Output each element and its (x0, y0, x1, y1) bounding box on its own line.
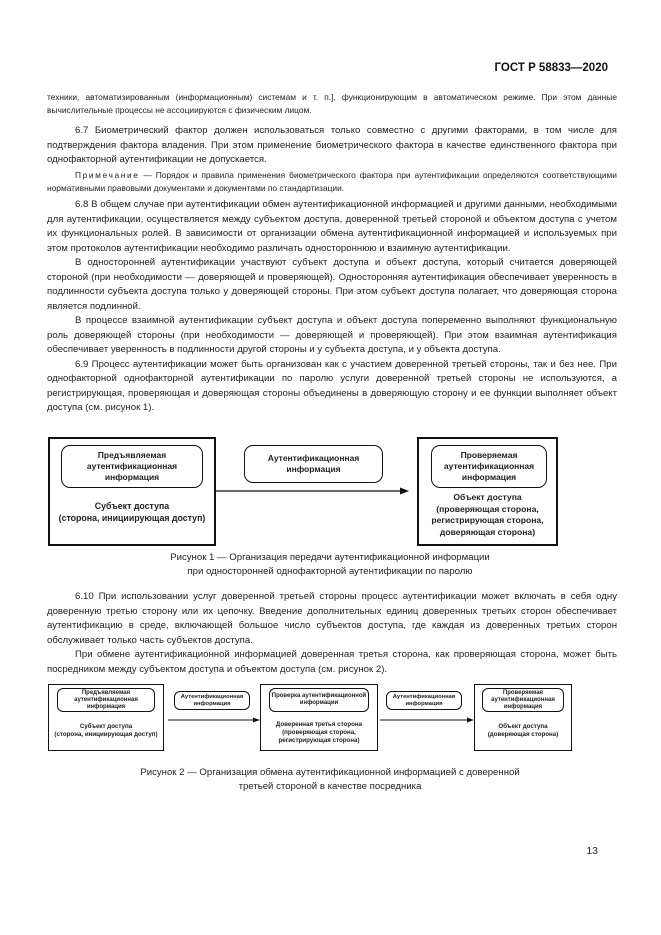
auth-info-box-2a: Аутентификационная информация (174, 691, 250, 710)
presented-auth-info-box-2: Предъявляемая аутентификационная информация (57, 688, 155, 712)
paragraph-mutual: В процессе взаимной аутентификации субъект доступа и объект доступа попеременно выполняют функциональную роль доверяющей стороны (при необходимости — доверяющей и проверяющей). При этом взаимная аутентификация обеспечивает уверенность в подлинности другой стороны и у субъекта доступа, и у объекта доступа. (47, 315, 617, 355)
figure-2-caption (60, 766, 600, 794)
note-text: — Порядок и правила применения биометрического фактора при аутентификации определяются соответствующими нормативными правовыми документами и документами по стандартизации. (47, 170, 617, 193)
paragraph-6-7: 6.7 Биометрический фактор должен использоваться только совместно с другими факторами, в том числе для подтверждения фактора владения. При этом применение биометрического фактора в качестве единственного фактора при однофакторной аутентификации не допускается. (47, 125, 617, 165)
auth-info-box: Аутентификационная информация (244, 445, 383, 483)
paragraph-intermediary: При обмене аутентификационной информацией доверенная третья сторона, как проверяющая сторона, может быть посредником между субъектом доступа и объектом доступа (см. рисунок 2). (47, 649, 617, 675)
figure-1-caption-line2: при односторонней однофакторной аутентификации по паролю (187, 566, 473, 577)
verified-auth-info-box-2: Проверяемая аутентификационная информация (482, 688, 564, 712)
trusted-third-party-subtitle: (проверяющая сторона, регистрирующая сторона) (278, 729, 360, 744)
subject-access-title: Субъект доступа (94, 501, 170, 511)
paragraph-continuation: техники, автоматизированным (информационным) системам и т. п.], функционирующим в автоматическом режиме. При этом данные вычислительные процессы не ассоциируются с физическим лицом. (47, 92, 617, 115)
auth-check-box: Проверка аутентификационной информации (269, 688, 369, 712)
object-access-subtitle: (проверяющая сторона, регистрирующая сторона, доверяющая сторона) (431, 503, 544, 537)
arrow-2-head (467, 718, 474, 723)
subject-access-title-2: Субъект доступа (79, 723, 133, 730)
trusted-third-party-title: Доверенная третья сторона (275, 721, 363, 728)
figure-2-caption-line1: Рисунок 2 — Организация обмена аутентификационной информацией с доверенной (140, 767, 520, 778)
paragraph-6-10: 6.10 При использовании услуг доверенной третьей стороны процесс аутентификации может включать в себя одну доверенную третью сторону или их цепочку. Введение дополнительных единиц доверенных третьих сторон обеспечивает аутентификацию в среде, включающей большое число субъектов доступа, где каждая из доверенных третьих сторон обслуживает только часть субъектов доступа. (47, 591, 617, 646)
paragraph-6-9: 6.9 Процесс аутентификации может быть организован как с участием доверенной третьей стороны, так и без нее. При однофакторной однофакторной аутентификации по паролю услуги доверенной третьей стороны не используются, а регистрирующая, проверяющая и доверяющая стороны объединены в доверяющую сторону и ее функции выполняет объект доступа (см. рисунок 1). (47, 358, 617, 413)
page-number: 13 (586, 845, 598, 857)
figure-2-caption-line2: третьей стороной в качестве посредника (238, 781, 422, 792)
object-access-subtitle-2: (доверяющая сторона) (487, 731, 559, 738)
paragraph-6-8: 6.8 В общем случае при аутентификации обмен аутентификационной информацией и другими данными, необходимыми для аутентификации, осуществляется между субъектом доступа, доверенной третьей стороной и объектом доступа с учетом их функциональных ролей. В зависимости от организации обмена аутентификационной информацией и используемых при этом протоколов аутентификации необходимо различать одностороннюю и взаимную аутентификации. (47, 199, 617, 254)
standard-header: ГОСТ Р 58833—2020 (494, 62, 608, 74)
arrow-1-head (253, 718, 260, 723)
presented-auth-info-box: Предъявляемая аутентификационная информация (61, 445, 203, 488)
figure-1-caption-line1: Рисунок 1 — Организация передачи аутентификационной информации (170, 552, 490, 563)
subject-access-subtitle: (сторона, инициирующая доступ) (58, 513, 206, 523)
note-label: Примечание (75, 170, 140, 180)
paragraph-one-way: В односторонней аутентификации участвуют субъект доступа и объект доступа, который считается доверяющей стороной (при необходимости — доверяющей и проверяющей). Односторонняя аутентификация обеспечивает уверенность в подлинности субъекта доступа только у доверяющей стороны. При этом субъект доступа полагает, что доверяющая сторона является подлинной. (47, 257, 617, 312)
subject-access-subtitle-2: (сторона, инициирующая доступ) (54, 731, 158, 738)
object-access-title-2: Объект доступа (498, 723, 548, 730)
verified-auth-info-box: Проверяемая аутентификационная информация (431, 445, 547, 488)
object-access-title: Объект доступа (453, 492, 522, 502)
auth-info-box-2b: Аутентификационная информация (386, 691, 462, 710)
